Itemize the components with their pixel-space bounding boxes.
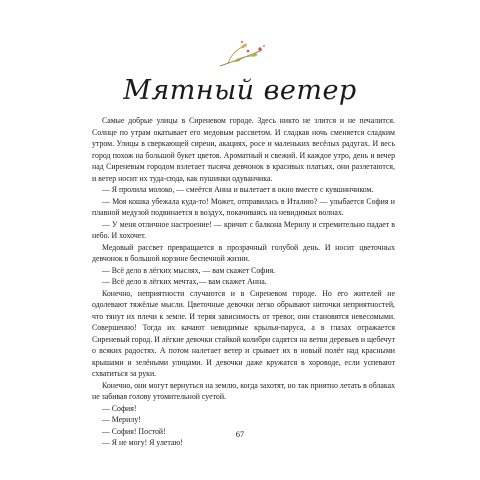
paragraph: Медовый рассвет превращается в прозрачный голубой день. И носит цветочных девчонок в большой корзине беспечной жизни. [92,242,395,263]
paragraph: Самые добрые улицы в Сиреневом городе. Здесь никто не злится и не печалится. Солнце по утрам окатывает его медовым рассветом. И сладкая ночь сменяется сладким утром. Улицы в сверкающей сирени, акациях, росе и маленьких весёлых радугах. И весь город похож на большой букет цветов. Ароматный и свежий. И каждое утро, день и вечер над Сиреневым городом взлетает тысяча девчонок в красивых платьях, они разлетаются, и ветер носит их туда-сюда, как пушинки одуванчика. [92,116,395,183]
paragraph: — Всё дело в лёгких мечтах,— вам скажет Анна. [102,277,267,286]
paragraph: — Моя кошка убежала куда-то! Может, отправилась в Италию? — улыбается София и плавной медузой подвинается в воздух, покачиваясь на невидимых волнах. [92,196,395,217]
paragraph: — Я не могу! Я улетаю! [102,438,183,447]
paragraph: Конечно, они могут вернуться на землю, когда захотят, но так приятно летать в облаках не забивая голову утомительной суетой. [92,380,395,401]
chapter-title: Мятный ветер [123,75,357,106]
page-number: 67 [235,429,245,439]
paragraph: — Я пролила молоко, — смеётся Анна и вылетает в окно вместе с кувшинчиком. [102,185,374,194]
paragraph: — София! [102,403,137,413]
paragraph: Конечно, неприятности случаются и в Сиреневом городе. Но его жителей не одолевают тяжёлые мысли. Цветочные девочки легко обрывают ниточки неприятностей, что тянут их плечи к земле. И теряя зависимость от тревог, они становятся невесомыми. Совершенно! Тогда их качают невидимые крылья-паруса, а в глазах отражается Сиреневый город. И лёгкие девочки стайкой колибри садятся на ветви деревьев и щебечут о всяких радостях. А потом налетает ветер и срывает их в новый полёт над красными крышами и зелёными улицами. И девочки даже кружатся в хороводе, если успевают схватиться за руки. [92,288,395,378]
paragraph: — София! Постой! [102,426,166,436]
paragraph: — У меня отличное настроение! — кричит с балкона Мерилу и стремительно падает в небо. И хохочет. [92,219,395,240]
body-text [92,115,395,449]
floral-ornament-icon [214,36,270,72]
paragraph: — Всё дело в лёгких мыслях, — вам скажет София. [102,265,276,275]
paragraph: — Мерилу! [102,415,141,424]
